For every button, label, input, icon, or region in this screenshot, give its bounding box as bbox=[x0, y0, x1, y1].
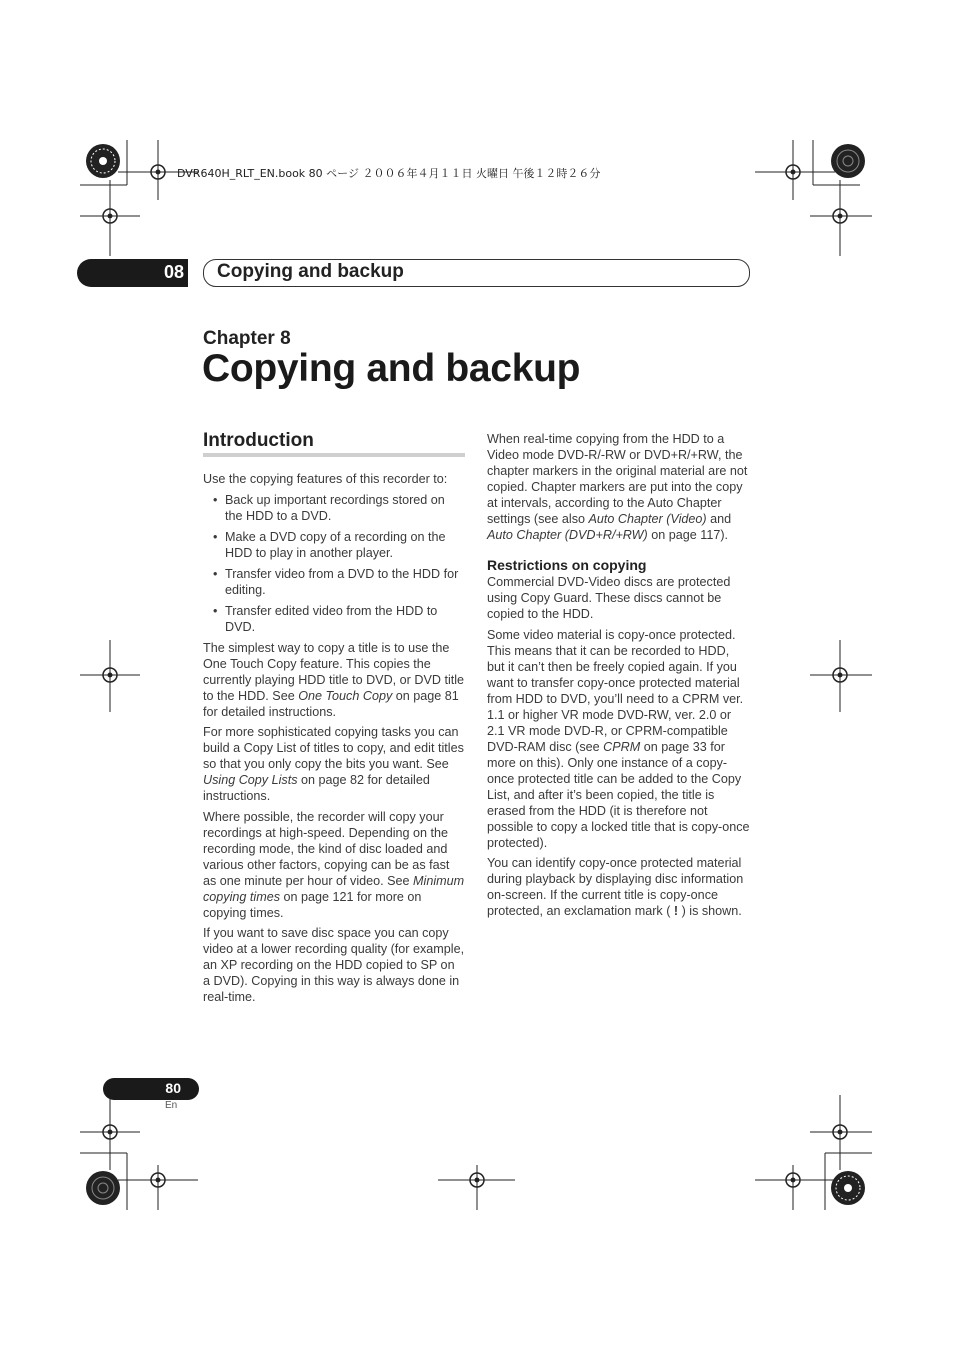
page-number: 80 bbox=[165, 1080, 181, 1096]
xref-auto-chapter-dvdr: Auto Chapter (DVD+R/+RW) bbox=[487, 528, 648, 542]
chapter-label: Chapter 8 bbox=[203, 328, 291, 349]
paragraph-one-touch: The simplest way to copy a title is to use the One Touch Copy feature. This copies the currently playing HDD title to DVD, or DVD title to the HDD. See One Touch Copy on page 81 for detailed instructions. bbox=[203, 640, 465, 719]
paragraph-high-speed: Where possible, the recorder will copy your recordings at high-speed. Depending on the recording mode, the kind of disc loaded and various other factors, copying can be as fast as one minute per hour of video. See Minimum copying times on page 121 for more on copying times. bbox=[203, 809, 465, 920]
paragraph-disc-space: If you want to save disc space you can copy video at a lower recording quality (for example, an XP recording on the HDD copied to SP on a DVD). Copying in this way is always done in real-time. bbox=[203, 926, 465, 1004]
xref-cprm: CPRM bbox=[603, 739, 641, 754]
paragraph-chapter-markers: When real-time copying from the HDD to a Video mode DVD-R/-RW or DVD+R/+RW, the chapter markers in the original material are not copied. Chapter markers are put into the copy at intervals, according to the Auto Chapter settings (see also Auto Chapter (Video) and Auto Chapter (DVD+R/+RW) on page 117). bbox=[487, 432, 748, 542]
xref-using-copy-lists: Using Copy Lists bbox=[203, 773, 298, 787]
intro-lead: Use the copying features of this recorder to: bbox=[203, 472, 448, 486]
print-slug: DVR640H_RLT_EN.book 80 ページ ２００６年４月１１日 火曜日 午後１２時２６分 bbox=[177, 167, 601, 180]
section-title-tab bbox=[203, 259, 750, 287]
list-item: • Back up important recordings stored on the HDD to a DVD. bbox=[203, 492, 465, 524]
list-item: • Transfer edited video from the HDD to DVD. bbox=[203, 603, 465, 635]
heading-rule bbox=[203, 453, 465, 457]
list-item: • Make a DVD copy of a recording on the HDD to play in another player. bbox=[203, 529, 465, 561]
xref-one-touch-copy: One Touch Copy bbox=[298, 688, 393, 703]
page-number-badge bbox=[103, 1078, 199, 1100]
xref-minimum-copying-times: Minimum copying times bbox=[203, 873, 465, 904]
left-column bbox=[203, 471, 465, 1010]
xref-auto-chapter-video: Auto Chapter (Video) bbox=[588, 512, 707, 526]
intro-heading: Introduction bbox=[203, 430, 314, 451]
paragraph-identify: You can identify copy-once protected material during playback by displaying disc information on-screen. If the current title is copy-once protected, an exclamation mark ( ! ) is shown. bbox=[487, 856, 744, 918]
feature-list bbox=[203, 492, 465, 635]
section-title: Copying and backup bbox=[217, 261, 404, 282]
chapter-title: Copying and backup bbox=[202, 347, 581, 390]
list-item: • Transfer video from a DVD to the HDD for editing. bbox=[203, 566, 465, 598]
paragraph-copy-list: For more sophisticated copying tasks you can build a Copy List of titles to copy, and edit titles so that you only copy the bits you want. See Using Copy Lists on page 82 for detailed instructions. bbox=[203, 725, 464, 803]
language-code: En bbox=[165, 1100, 178, 1111]
paragraph-copy-once: Some video material is copy-once protected. This means that it can be recorded to HDD, but it can’t then be freely copied again. If you want to transfer copy-once protected material from HDD to DVD, you’ll need to a CPRM ver. 1.1 or higher VR mode DVD-RW, ver. 2.0 or 2.1 VR mode DVD-R, or CPRM-compatible DVD-RAM disc (see CPRM on page 33 for more on this). Only one instance of a copy-once protected title can be added to the Copy List, and after it’s been copied, the title is erased from the HDD (it is therefore not possible to copy a locked title that is copy-once protected). bbox=[487, 627, 750, 850]
section-number: 08 bbox=[163, 262, 184, 282]
paragraph-copy-guard: Commercial DVD-Video discs are protected using Copy Guard. These discs cannot be copied to the HDD. bbox=[487, 575, 731, 621]
restrictions-heading: Restrictions on copying bbox=[487, 557, 647, 573]
section-number-tab bbox=[77, 259, 188, 287]
exclamation-mark-icon: ! bbox=[673, 904, 679, 918]
right-column bbox=[487, 431, 750, 924]
